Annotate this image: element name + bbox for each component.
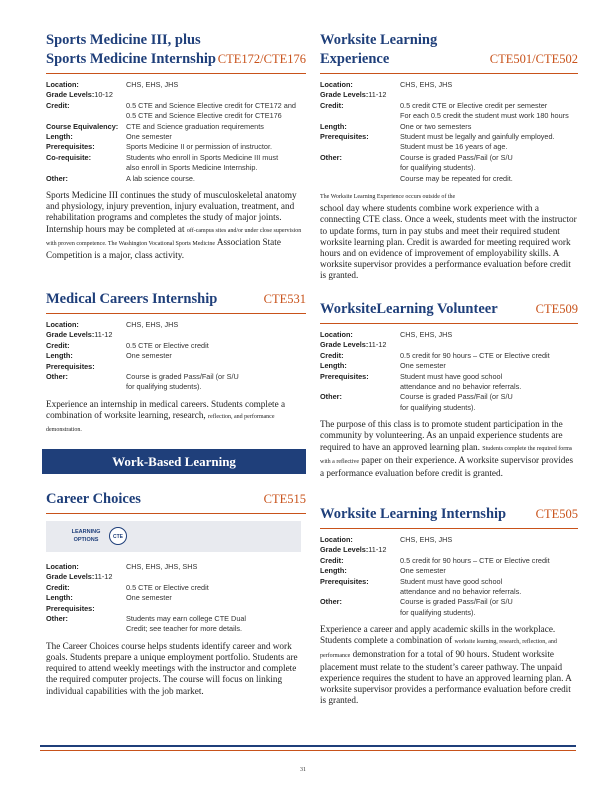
divider <box>46 513 306 514</box>
info-key: Grade Levels: <box>320 545 369 555</box>
info-value-line: Course may be repeated for credit. <box>400 173 513 183</box>
section-banner: Work-Based Learning <box>42 449 306 474</box>
course-worksite-learning-experience <box>320 31 578 282</box>
info-value <box>400 132 578 153</box>
course-code: CTE505 <box>535 507 578 521</box>
info-key: Grade Levels: <box>320 90 369 100</box>
info-row <box>320 545 578 555</box>
info-value-line: One semester <box>400 361 446 371</box>
info-inline-cell <box>320 340 578 350</box>
info-value-line: Credit; see teacher for more details. <box>126 624 242 634</box>
info-value <box>400 535 578 545</box>
course-title <box>320 31 578 69</box>
info-value <box>126 122 306 132</box>
info-row <box>320 556 578 566</box>
info-value-line: Course is graded Pass/Fail (or S/U <box>126 372 239 382</box>
info-row <box>46 351 306 361</box>
info-row <box>46 153 306 174</box>
course-info-table <box>46 320 306 393</box>
info-inline-cell <box>46 330 306 340</box>
course-description <box>320 624 578 706</box>
info-value <box>400 392 578 413</box>
info-row <box>46 101 306 122</box>
course-title <box>320 300 578 319</box>
info-value <box>126 142 306 152</box>
info-value <box>400 351 578 361</box>
info-value-line: Course is graded Pass/Fail (or S/U <box>400 152 513 162</box>
learning-options-line-2: OPTIONS <box>73 537 99 543</box>
info-key: Prerequisites: <box>320 132 369 142</box>
info-row <box>46 174 306 184</box>
info-row <box>46 583 306 593</box>
info-key: Credit: <box>320 350 344 360</box>
course-description <box>320 419 578 479</box>
info-value <box>126 604 306 614</box>
info-row <box>320 577 578 598</box>
info-value <box>126 341 306 351</box>
course-info-table <box>320 80 578 184</box>
description-text-2: demonstration for a total of 90 hours. Student worksite placement must relate to the student’s career pathway. The unpaid experience requires the student to have an approved learning plan. A worksite supervisor provides a performance evaluation before credit is granted. <box>320 648 572 706</box>
info-value-line: Student must have good school <box>400 371 503 381</box>
info-key: Prerequisites: <box>46 361 95 371</box>
info-key: Location: <box>320 80 353 89</box>
info-row <box>46 572 306 582</box>
info-row <box>46 372 306 393</box>
footer-rule-blue <box>40 745 576 747</box>
info-value-line: A lab science course. <box>126 173 195 183</box>
info-value-line: One semester <box>126 351 172 361</box>
info-row <box>320 90 578 100</box>
description-text-2: Association State Competition is a major, class activity. <box>46 236 281 261</box>
info-value: 11-12 <box>94 330 113 340</box>
footer-rule-orange <box>40 750 576 751</box>
course-medical-careers-internship <box>46 290 306 436</box>
course-title <box>46 490 306 509</box>
info-value-line: 0.5 CTE or Elective credit <box>126 582 209 592</box>
info-value-line: Student must be 16 years of age. <box>400 142 508 152</box>
info-value: 11-12 <box>368 90 387 100</box>
info-value-line <box>126 362 306 372</box>
info-value <box>400 122 578 132</box>
info-row <box>320 340 578 350</box>
info-row <box>320 372 578 393</box>
info-value-line: 0.5 CTE or Elective credit <box>126 340 209 350</box>
info-value <box>400 566 578 576</box>
info-key: Grade Levels: <box>46 90 95 100</box>
description-small-text: The Worksite Learning Experience occurs outside of the <box>320 194 456 201</box>
info-key: Location: <box>46 80 79 89</box>
info-value <box>400 372 578 393</box>
description-text: school day where students combine work experience with a connecting CTE class. Once a week, students meet with the instructor to update forms, turn in pay stubs and meet their required student worksite learning plan. Credit is awarded for meeting required work hours and on evidence of improvement of employability skills. A worksite supervisor provides a performance evaluation before credit is granted. <box>320 203 577 281</box>
course-info-table <box>320 330 578 413</box>
info-row <box>46 80 306 90</box>
info-key: Course Equivalency: <box>46 121 119 131</box>
description-text: Experience a career and apply academic skills in the workplace. Students complete a combination of <box>320 624 556 646</box>
title-text: Worksite Learning Internship <box>320 506 507 522</box>
course-title <box>46 31 306 69</box>
info-value-line: Students who enroll in Sports Medicine III must <box>126 152 279 162</box>
info-key: Length: <box>320 361 347 371</box>
title-line-2-wrap <box>320 50 578 69</box>
course-info-table <box>46 562 306 635</box>
info-value-line: 0.5 credit for 90 hours – CTE or Elective credit <box>400 350 550 360</box>
course-description <box>46 399 306 437</box>
info-key: Credit: <box>46 340 70 350</box>
description-text: Sports Medicine III continues the study of musculoskeletal anatomy and physiology, injury prevention, injury evaluation, treatment, and rehabilitation programs and completes the study of major joints. Internship hours may be completed at <box>46 190 297 234</box>
info-value-line: Students may earn college CTE Dual <box>126 614 247 624</box>
info-value <box>126 614 306 635</box>
info-row <box>320 101 578 122</box>
learning-options-line-1: LEARNING <box>71 529 101 535</box>
info-value-line: Course is graded Pass/Fail (or S/U <box>400 392 513 402</box>
info-row <box>320 330 578 340</box>
info-value-line: attendance and no behavior referrals. <box>400 587 522 597</box>
info-value-line: for qualifying students). <box>400 607 476 617</box>
info-key: Credit: <box>320 555 344 565</box>
description-text: The purpose of this class is to promote student participation in the community by volunteering. As an unpaid experience students are required to have an approved learning plan. <box>320 419 563 452</box>
info-value <box>126 372 306 393</box>
info-row <box>320 361 578 371</box>
info-row <box>46 614 306 635</box>
info-key: Length: <box>320 566 347 576</box>
course-title <box>46 290 306 309</box>
info-value <box>400 101 578 122</box>
course-description <box>46 641 306 697</box>
info-row <box>46 320 306 330</box>
info-key: Length: <box>46 593 73 603</box>
info-value <box>126 362 306 372</box>
info-key: Prerequisites: <box>46 142 95 152</box>
info-value <box>126 153 306 174</box>
info-row <box>46 593 306 603</box>
title-line-1: Sports Medicine III, plus <box>46 32 201 48</box>
info-row <box>46 142 306 152</box>
info-value <box>126 174 306 184</box>
info-key: Other: <box>320 152 342 162</box>
info-key: Other: <box>46 614 68 624</box>
info-value-line: 0.5 CTE and Science Elective credit for CTE176 <box>126 111 282 121</box>
info-value: 10-12 <box>94 90 113 100</box>
divider <box>46 313 306 314</box>
info-value-line: One semester <box>126 593 172 603</box>
course-sports-medicine-3 <box>46 31 306 261</box>
info-inline-cell <box>320 90 578 100</box>
info-value-line: 0.5 CTE and Science Elective credit for CTE172 and <box>126 100 296 110</box>
info-key: Length: <box>320 121 347 131</box>
info-row <box>320 153 578 184</box>
info-value-line: 0.5 credit for 90 hours – CTE or Elective credit <box>400 555 550 565</box>
info-value <box>126 583 306 593</box>
info-value-line: CHS, EHS, JHS, SHS <box>126 562 198 571</box>
info-key: Prerequisites: <box>320 576 369 586</box>
info-value-line: One semester <box>400 566 446 576</box>
info-value: 11-12 <box>94 572 113 582</box>
course-title <box>320 505 578 524</box>
info-key: Length: <box>46 351 73 361</box>
info-key: Co-requisite: <box>46 152 91 162</box>
divider <box>320 73 578 74</box>
info-key: Other: <box>320 597 342 607</box>
info-value: 11-12 <box>368 545 387 555</box>
info-value-line: for qualifying students). <box>400 402 476 412</box>
info-key: Other: <box>46 372 68 382</box>
description-text-2: paper on their experience. A worksite supervisor provides a performance evaluation before credit is granted. <box>320 454 574 479</box>
divider <box>320 528 578 529</box>
career-choices-details <box>46 562 306 697</box>
title-text: Medical Careers Internship <box>46 291 218 307</box>
course-info-table <box>320 535 578 618</box>
title-line-2-wrap <box>46 50 306 69</box>
info-value-line: CTE and Science graduation requirements <box>126 121 264 131</box>
info-value-line: CHS, EHS, JHS <box>400 330 453 339</box>
course-worksite-learning-volunteer <box>320 300 578 479</box>
info-value-line: attendance and no behavior referrals. <box>400 382 522 392</box>
course-code: CTE531 <box>263 292 306 306</box>
title-text: WorksiteLearning Volunteer <box>320 301 498 317</box>
info-row <box>320 132 578 153</box>
description-text: Experience an internship in medical careers. Students complete a combination of worksite learning, research, <box>46 398 286 421</box>
info-value <box>400 577 578 598</box>
info-key: Grade Levels: <box>46 330 95 340</box>
course-code: CTE509 <box>535 302 578 316</box>
info-value-line: 0.5 credit CTE or Elective credit per semester <box>400 100 548 110</box>
info-key: Location: <box>46 562 79 571</box>
info-inline-cell <box>320 545 578 555</box>
description-small-text: off-campus sites and/or under close supervision with proven competence. The Washington Vocational Sports Medicine <box>46 227 302 247</box>
info-key: Length: <box>46 132 73 142</box>
info-key: Credit: <box>46 582 70 592</box>
info-value <box>126 80 306 90</box>
info-value-line: For each 0.5 credit the student must work 180 hours <box>400 111 569 121</box>
info-row <box>320 351 578 361</box>
info-value-line <box>126 604 306 614</box>
info-row <box>320 392 578 413</box>
info-row <box>46 122 306 132</box>
course-code: CTE172/CTE176 <box>217 52 306 66</box>
info-value-line: Sports Medicine II or permission of instructor. <box>126 142 272 152</box>
course-code: CTE501/CTE502 <box>489 52 578 66</box>
info-row <box>320 566 578 576</box>
info-value-line: Course is graded Pass/Fail (or S/U <box>400 597 513 607</box>
info-key: Credit: <box>320 100 344 110</box>
info-value-line: Student must be legally and gainfully employed. <box>400 132 555 142</box>
divider <box>46 73 306 74</box>
course-description <box>320 190 578 282</box>
info-row <box>320 597 578 618</box>
info-inline-cell <box>46 90 306 100</box>
info-row <box>320 80 578 90</box>
course-worksite-learning-internship <box>320 505 578 707</box>
info-value: 11-12 <box>368 340 387 350</box>
info-value <box>126 132 306 142</box>
info-key: Other: <box>46 173 68 183</box>
info-key: Grade Levels: <box>320 340 369 350</box>
info-value <box>126 320 306 330</box>
info-row <box>46 330 306 340</box>
info-value <box>400 153 578 184</box>
info-value-line: CHS, EHS, JHS <box>400 80 453 89</box>
description-small-text: Students complete the required forms with a reflective <box>320 445 573 465</box>
course-career-choices <box>46 490 306 520</box>
info-value <box>126 593 306 603</box>
info-key: Prerequisites: <box>46 603 95 613</box>
info-row <box>320 122 578 132</box>
info-value <box>126 101 306 122</box>
info-value <box>400 80 578 90</box>
description-small-text: worksite learning, research, reflection, and performance <box>320 639 557 659</box>
info-value-line: One or two semesters <box>400 121 472 131</box>
divider <box>320 323 578 324</box>
info-key: Prerequisites: <box>320 371 369 381</box>
course-description <box>46 190 306 261</box>
title-text: Career Choices <box>46 491 141 507</box>
info-value <box>400 556 578 566</box>
info-row <box>46 562 306 572</box>
info-value-line: CHS, EHS, JHS <box>126 320 179 329</box>
info-value-line: Student must have good school <box>400 576 503 586</box>
info-row <box>46 362 306 372</box>
title-line-2: Experience <box>320 51 390 67</box>
info-value-line: CHS, EHS, JHS <box>126 80 179 89</box>
info-value <box>400 597 578 618</box>
info-inline-cell <box>46 572 306 582</box>
learning-options-box <box>46 521 301 552</box>
description-small-text: reflection, and performance demonstration. <box>46 414 275 434</box>
info-value <box>400 361 578 371</box>
info-row <box>46 132 306 142</box>
info-value <box>126 562 306 572</box>
title-line-1: Worksite Learning <box>320 32 438 48</box>
cte-badge-icon: CTE <box>109 527 127 545</box>
info-value-line: for qualifying students). <box>400 163 476 173</box>
info-row <box>46 90 306 100</box>
course-info-table <box>46 80 306 184</box>
info-key: Other: <box>320 392 342 402</box>
title-line-2: Sports Medicine Internship <box>46 51 216 67</box>
info-key: Credit: <box>46 100 70 110</box>
info-value-line: also enroll in Sports Medicine Internship. <box>126 163 258 173</box>
learning-options-label <box>56 528 116 544</box>
info-value <box>126 351 306 361</box>
info-value <box>400 330 578 340</box>
info-value-line: for qualifying students). <box>126 382 202 392</box>
description-text: The Career Choices course helps students identify career and work goals. Students prepare a unique employment portfolio. Students are required to attend weekly meetings with the instructor and complete the required computer projects. The course will focus on linking individual capabilities with the job market. <box>46 640 298 696</box>
info-key: Location: <box>320 330 353 339</box>
info-value-line: One semester <box>126 132 172 142</box>
info-value-line: CHS, EHS, JHS <box>400 535 453 544</box>
page-number: 31 <box>300 767 306 773</box>
info-key: Location: <box>320 535 353 544</box>
course-code: CTE515 <box>263 492 306 506</box>
info-key: Grade Levels: <box>46 572 95 582</box>
info-row <box>46 341 306 351</box>
info-row <box>320 535 578 545</box>
info-key: Location: <box>46 320 79 329</box>
info-row <box>46 604 306 614</box>
